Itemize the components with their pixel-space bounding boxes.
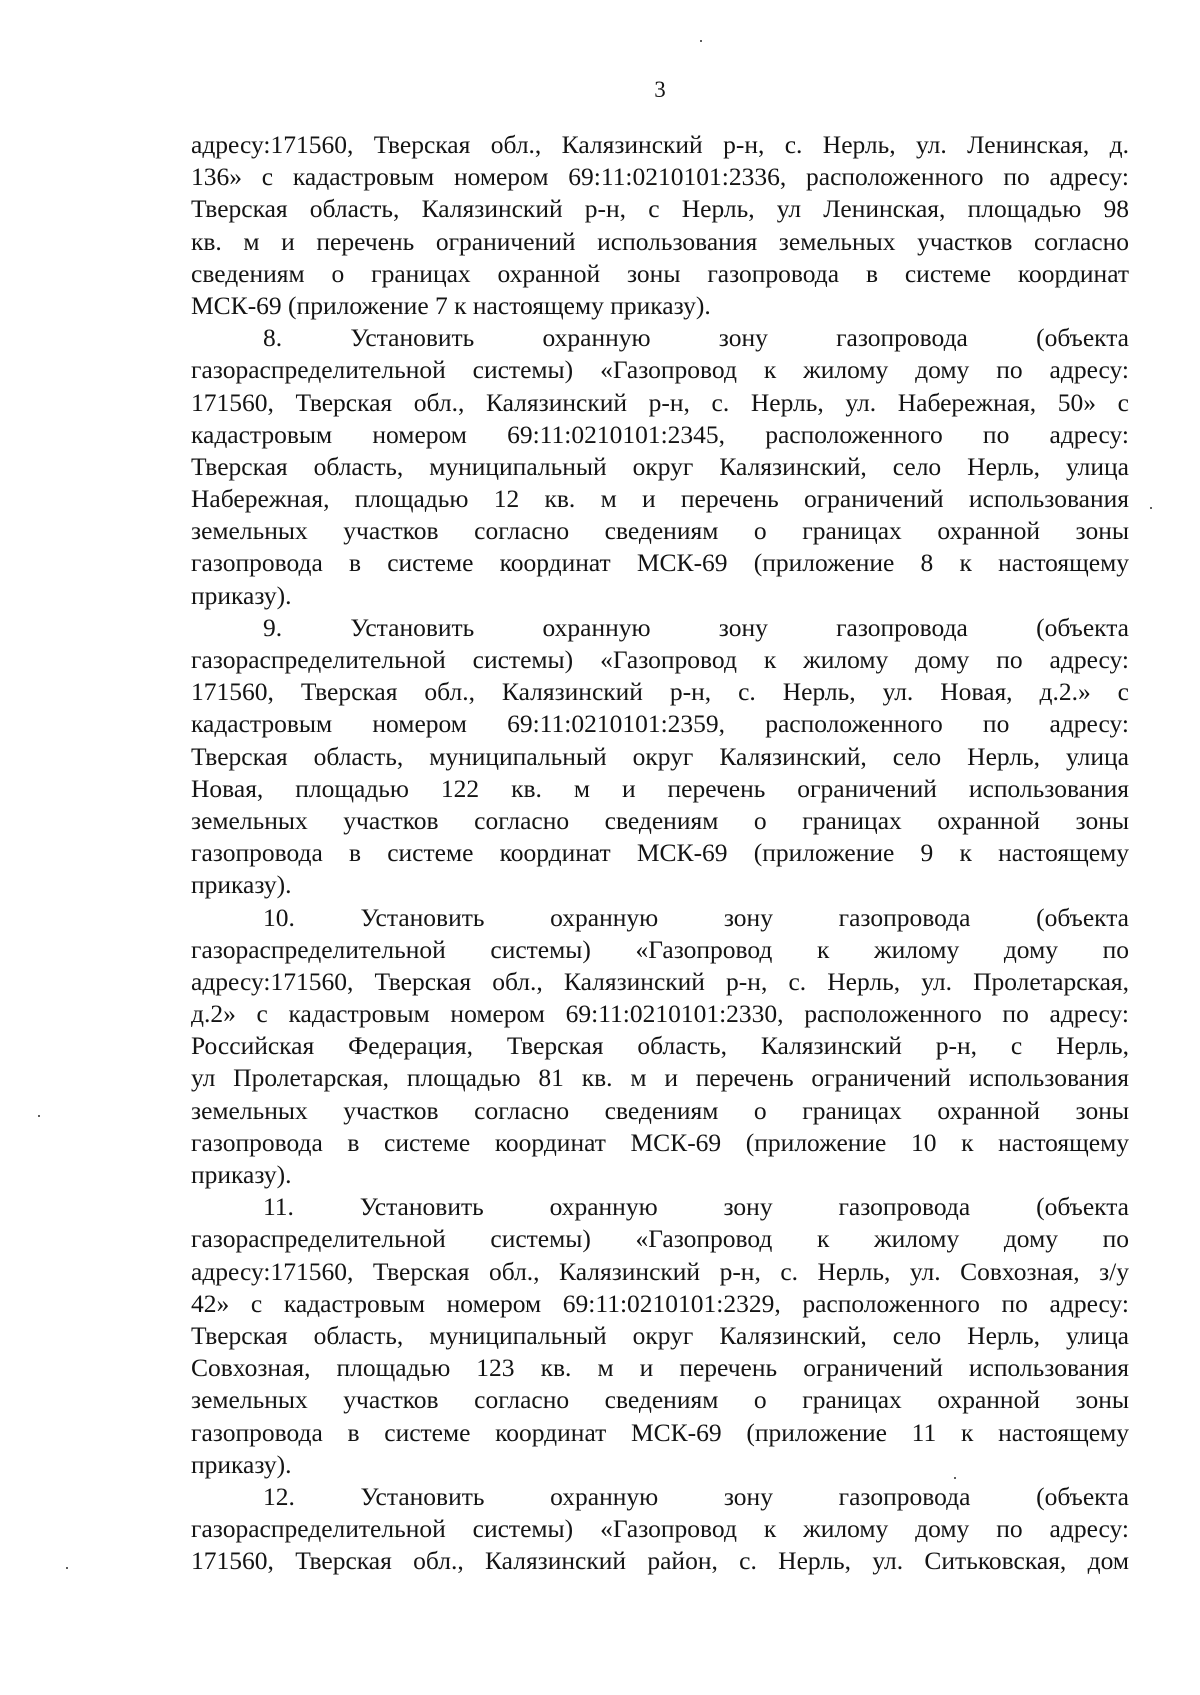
text-line: Российская Федерация, Тверская область, Калязинский р-н, с Нерль,	[191, 1031, 1129, 1061]
scan-speck	[954, 1477, 956, 1479]
text-line: газопровода в системе координат МСК-69 (приложение 8 к настоящему	[191, 548, 1129, 578]
text-line: земельных участков согласно сведениям о границах охранной зоны	[191, 516, 1129, 546]
text-line: кадастровым номером 69:11:0210101:2345, расположенного по адресу:	[191, 419, 1129, 449]
paragraph-start-line: 8. Установить охранную зону газопровода (объекта	[263, 323, 1129, 353]
paragraph-start-line: 9. Установить охранную зону газопровода (объекта	[263, 612, 1129, 642]
text-line: газопровода в системе координат МСК-69 (приложение 9 к настоящему	[191, 838, 1129, 868]
text-line: Тверская область, муниципальный округ Калязинский, село Нерль, улица	[191, 1320, 1129, 1350]
text-line: 171560, Тверская обл., Калязинский р-н, с. Нерль, ул. Набережная, 50» с	[191, 387, 1129, 417]
text-line: Набережная, площадью 12 кв. м и перечень ограничений использования	[191, 484, 1129, 514]
text-line: ул Пролетарская, площадью 81 кв. м и перечень ограничений использования	[191, 1063, 1129, 1093]
text-line: 42» с кадастровым номером 69:11:0210101:2329, расположенного по адресу:	[191, 1288, 1129, 1318]
text-line: газораспределительной системы) «Газопровод к жилому дому по	[191, 934, 1129, 964]
text-line: Тверская область, муниципальный округ Калязинский, село Нерль, улица	[191, 451, 1129, 481]
scan-speck	[700, 40, 702, 42]
text-line: приказу).	[191, 870, 292, 900]
text-line: Совхозная, площадью 123 кв. м и перечень ограничений использования	[191, 1353, 1129, 1383]
text-line: газораспределительной системы) «Газопровод к жилому дому по адресу:	[191, 645, 1129, 674]
text-line: адресу:171560, Тверская обл., Калязинский р-н, с. Нерль, ул. Ленинская, д.	[191, 130, 1129, 159]
text-line: Тверская область, Калязинский р-н, с Нерль, ул Ленинская, площадью 98	[191, 194, 1129, 224]
paragraph-start-line: 10. Установить охранную зону газопровода (объекта	[263, 902, 1129, 932]
text-line: газопровода в системе координат МСК-69 (приложение 10 к настоящему	[191, 1127, 1129, 1157]
text-line: Новая, площадью 122 кв. м и перечень ограничений использования	[191, 773, 1129, 803]
text-line: адресу:171560, Тверская обл., Калязинский р-н, с. Нерль, ул. Совхозная, з/у	[191, 1256, 1129, 1286]
text-line: приказу).	[191, 1449, 292, 1479]
scan-speck	[38, 1115, 40, 1117]
text-line: МСК-69 (приложение 7 к настоящему приказу).	[191, 290, 711, 320]
document-body	[191, 129, 1129, 1577]
paragraph-start-line: 12. Установить охранную зону газопровода (объекта	[263, 1481, 1129, 1511]
text-line: земельных участков согласно сведениям о границах охранной зоны	[191, 805, 1129, 835]
scan-speck	[66, 1567, 68, 1569]
text-line: адресу:171560, Тверская обл., Калязинский р-н, с. Нерль, ул. Пролетарская,	[191, 966, 1129, 996]
text-line: кадастровым номером 69:11:0210101:2359, расположенного по адресу:	[191, 709, 1129, 739]
paragraph-start-line: 11. Установить охранную зону газопровода (объекта	[263, 1192, 1129, 1222]
scan-speck	[1150, 507, 1152, 509]
page-number: 3	[654, 77, 666, 102]
text-line: Тверская область, муниципальный округ Калязинский, село Нерль, улица	[191, 741, 1129, 771]
text-line: 171560, Тверская обл., Калязинский район, с. Нерль, ул. Ситьковская, дом	[191, 1546, 1129, 1576]
text-line: газораспределительной системы) «Газопровод к жилому дому по адресу:	[191, 355, 1129, 385]
text-line: 171560, Тверская обл., Калязинский р-н, с. Нерль, ул. Новая, д.2.» с	[191, 677, 1129, 707]
text-line: приказу).	[191, 580, 292, 610]
text-line: д.2» с кадастровым номером 69:11:0210101:2330, расположенного по адресу:	[191, 999, 1129, 1029]
text-line: газопровода в системе координат МСК-69 (приложение 11 к настоящему	[191, 1417, 1129, 1447]
text-line: земельных участков согласно сведениям о границах охранной зоны	[191, 1385, 1129, 1415]
text-line: сведениям о границах охранной зоны газопровода в системе координат	[191, 258, 1129, 288]
text-line: земельных участков согласно сведениям о границах охранной зоны	[191, 1095, 1129, 1125]
text-line: приказу).	[191, 1160, 292, 1189]
text-line: кв. м и перечень ограничений использования земельных участков согласно	[191, 226, 1129, 256]
text-line: газораспределительной системы) «Газопровод к жилому дому по	[191, 1224, 1129, 1254]
text-line: газораспределительной системы) «Газопровод к жилому дому по адресу:	[191, 1514, 1129, 1544]
text-line: 136» с кадастровым номером 69:11:0210101:2336, расположенного по адресу:	[191, 162, 1129, 192]
